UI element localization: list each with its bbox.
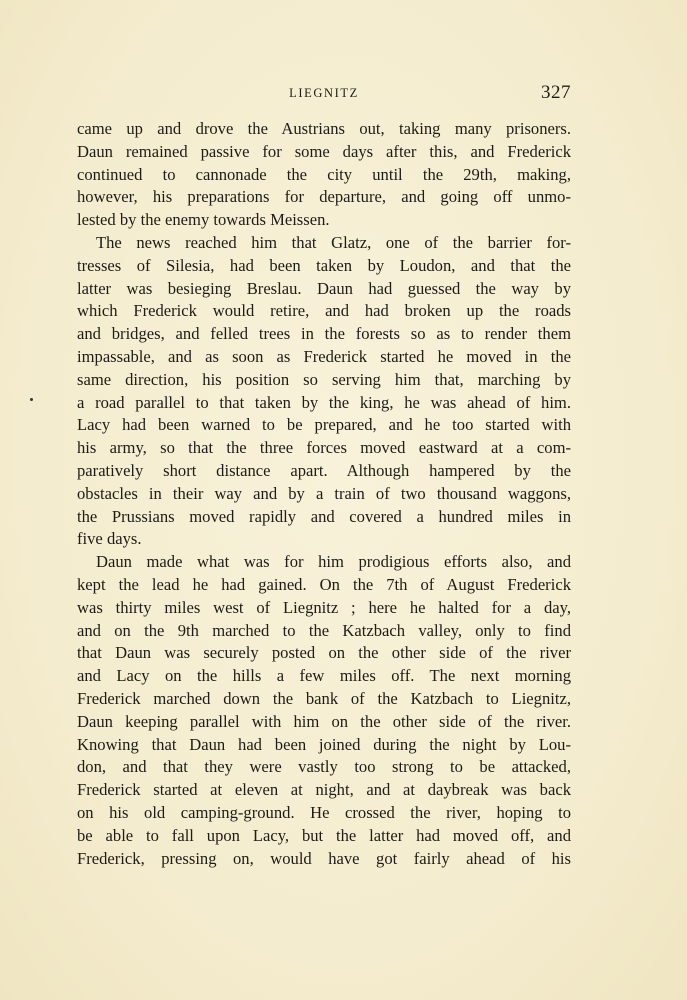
text-line: that Daun was securely posted on the other side of the river: [77, 643, 571, 663]
text-line: same direction, his position so serving him that, marching by: [77, 369, 571, 389]
text-line: and on the 9th marched to the Katzbach valley, only to find: [77, 620, 571, 640]
text-line: tresses of Silesia, had been taken by Loudon, and that the: [77, 255, 571, 275]
text-line: a road parallel to that taken by the king, he was ahead of him.: [77, 392, 571, 412]
text-line: Lacy had been warned to be prepared, and he too started with: [77, 415, 571, 435]
running-head: [77, 84, 571, 104]
text-line: The news reached him that Glatz, one of the barrier for-: [96, 232, 571, 252]
text-line: Daun remained passive for some days after this, and Frederick: [77, 141, 571, 161]
text-line: however, his preparations for departure, and going off unmo-: [77, 187, 571, 207]
text-line: don, and that they were vastly too strong to be attacked,: [77, 757, 571, 777]
text-line: Knowing that Daun had been joined during the night by Lou-: [77, 734, 571, 754]
text-line: latter was besieging Breslau. Daun had guessed the way by: [77, 278, 571, 298]
text-line: kept the lead he had gained. On the 7th of August Frederick: [77, 574, 571, 594]
text-line: Daun keeping parallel with him on the other side of the river.: [77, 711, 571, 731]
text-line: continued to cannonade the city until the 29th, making,: [77, 164, 571, 184]
text-line: lested by the enemy towards Meissen.: [77, 210, 330, 230]
text-line: was thirty miles west of Liegnitz ; here he halted for a day,: [77, 597, 571, 617]
text-line: and bridges, and felled trees in the forests so as to render them: [77, 324, 571, 344]
text-line: Frederick started at eleven at night, and at daybreak was back: [77, 780, 571, 800]
text-line: five days.: [77, 529, 142, 549]
margin-speck: [30, 398, 33, 401]
page-number: 327: [541, 82, 571, 103]
text-line: the Prussians moved rapidly and covered a hundred miles in: [77, 506, 571, 526]
text-line: and Lacy on the hills a few miles off. The next morning: [77, 666, 571, 686]
text-line: paratively short distance apart. Although hampered by the: [77, 460, 571, 480]
text-line: Frederick marched down the bank of the Katzbach to Liegnitz,: [77, 688, 571, 708]
text-line: which Frederick would retire, and had broken up the roads: [77, 301, 571, 321]
text-line: Daun made what was for him prodigious efforts also, and: [96, 552, 571, 572]
text-line: on his old camping-ground. He crossed the river, hoping to: [77, 802, 571, 822]
body-text: [77, 118, 571, 870]
text-line: came up and drove the Austrians out, taking many prisoners.: [77, 119, 571, 138]
text-line: Frederick, pressing on, would have got fairly ahead of his: [77, 848, 571, 868]
text-line: his army, so that the three forces moved eastward at a com-: [77, 438, 571, 458]
text-line: obstacles in their way and by a train of two thousand waggons,: [77, 483, 571, 503]
running-title: LIEGNITZ: [289, 86, 359, 100]
text-line: be able to fall upon Lacy, but the latter had moved off, and: [77, 825, 571, 845]
text-line: impassable, and as soon as Frederick started he moved in the: [77, 346, 571, 366]
